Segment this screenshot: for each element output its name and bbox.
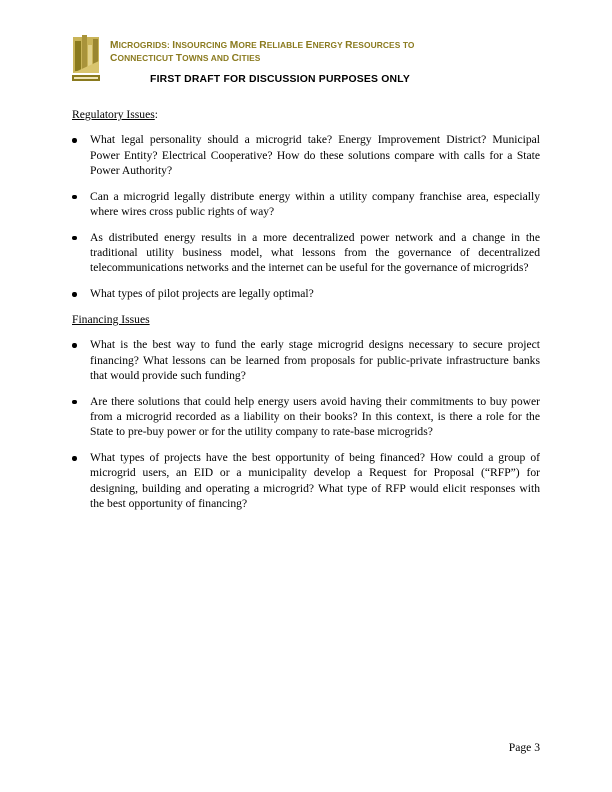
firm-logo [72,33,100,83]
document-header-title [110,39,550,65]
header-word: INSOURCING [172,40,230,51]
firm-logo-graphic [72,33,100,83]
document-body [72,107,540,522]
header-title-line-2 [110,52,550,65]
header-word: CONNECTICUT [110,53,176,64]
list-item: Can a microgrid legally distribute energy within a utility company franchise area, especially where wires cross public rights of way? [72,189,540,220]
section-heading-financing: Financing Issues [72,312,150,326]
list-item: What types of pilot projects are legally optimal? [72,286,540,301]
header-word: MICROGRIDS: [110,40,173,51]
regulatory-issues-list [72,132,540,301]
header-title-line-1 [110,39,550,52]
list-item: What is the best way to fund the early stage microgrid designs necessary to secure project financing? What lessons can be learned from proposals for public-private infrastructure banks that would provide such funding? [72,337,540,383]
bullet-icon [72,400,77,405]
header-word: TOWNS AND [175,53,232,64]
list-item: Are there solutions that could help energy users avoid having their commitments to buy power from a microgrid recorded as a liability on their books? In this context, is there a role for the State to pre-buy power or for the utility company to rate-base microgrids? [72,394,540,440]
page-number: Page 3 [508,741,540,754]
header-word: RELIABLE [259,40,306,51]
financing-issues-list [72,337,540,511]
bullet-icon [72,292,77,297]
header-word: CITIES [231,53,261,64]
bullet-icon [72,195,77,200]
draft-notice: FIRST DRAFT FOR DISCUSSION PURPOSES ONLY [150,74,410,85]
header-word: ENERGY [305,40,346,51]
bullet-icon [72,236,77,241]
bullet-icon [72,138,77,143]
list-item: What types of projects have the best opportunity of being financed? How could a group of microgrid users, an EID or a municipality develop a Request for Proposal (“RFP”) for designing, building and operating a microgrid? What type of RFP would elicit responses with the best opportunity of financing? [72,450,540,511]
header-word: MORE [229,40,260,51]
section-heading-regulatory: Regulatory Issues: [72,108,158,121]
bullet-icon [72,343,77,348]
header-word: RESOURCES TO [345,40,415,51]
bullet-icon [72,456,77,461]
list-item: What legal personality should a microgrid take? Energy Improvement District? Municipal Power Entity? Electrical Cooperative? How do these solutions compare with calls for a State Power Authority? [72,132,540,178]
list-item: As distributed energy results in a more decentralized power network and a change in the traditional utility business model, what lessons from the governance of decentralized telecommunications networks and the internet can be useful for the governance of microgrids? [72,230,540,276]
